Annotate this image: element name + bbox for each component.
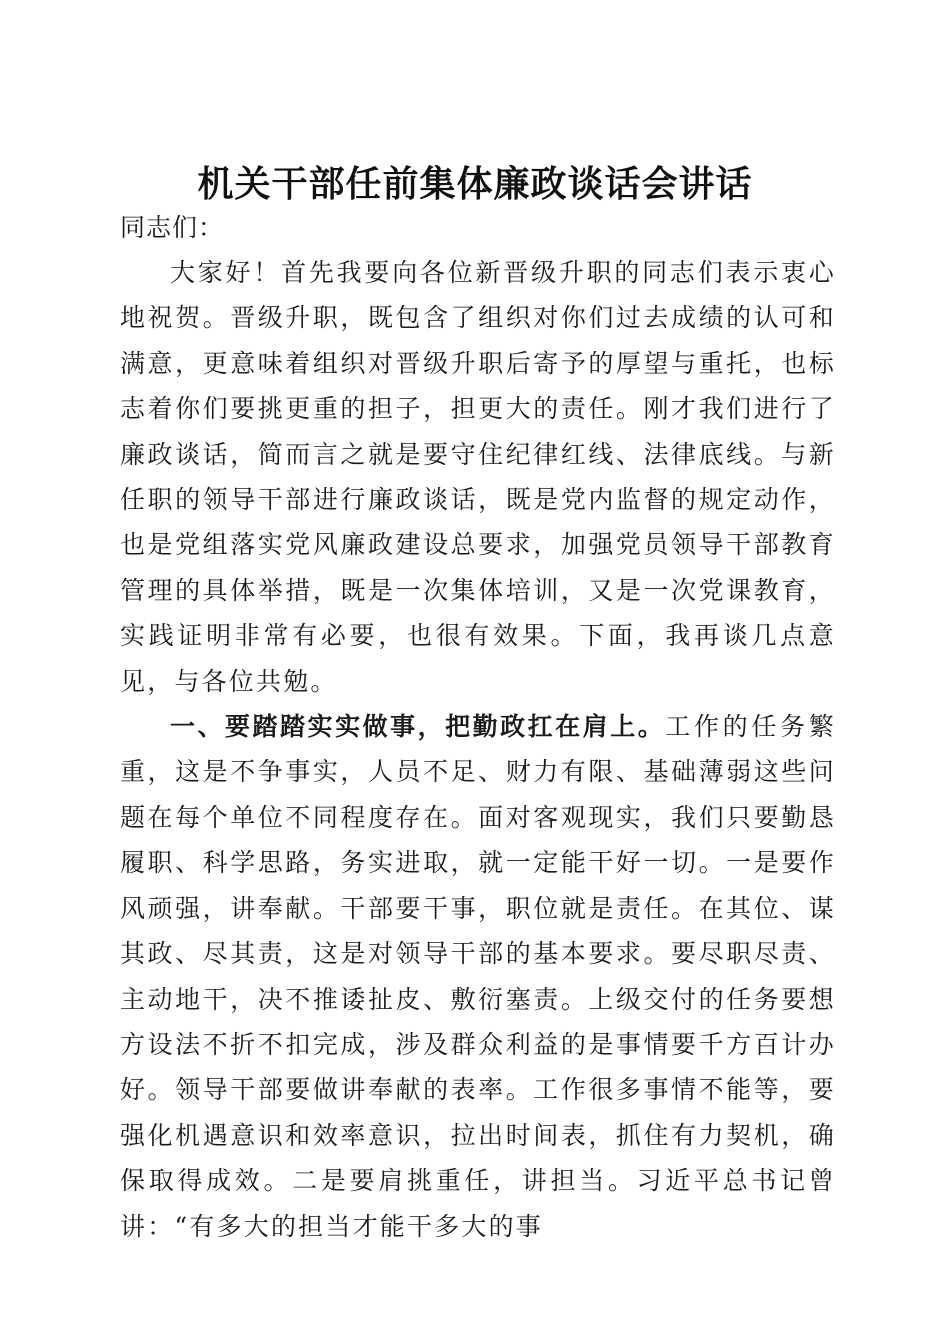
document-title: 机关干部任前集体廉政谈话会讲话 <box>197 163 753 206</box>
paragraph-intro <box>120 250 836 704</box>
salutation: 同志们： <box>120 213 225 242</box>
paragraph-section-one <box>120 704 836 1249</box>
paragraph-intro-text: 大家好！首先我要向各位新晋级升职的同志们表示衷心地祝贺。晋级升职，既包含了组织对你们过去成绩的认可和满意，更意味着组织对晋级升职后寄予的厚望与重托，也标志着你们要挑更重的担子，担更大的责任。刚才我们进行了廉政谈话，简而言之就是要守住纪律红线、法律底线。与新任职的领导干部进行廉政谈话，既是党内监督的规定动作，也是党组落实党风廉政建设总要求，加强党员领导干部教育管理的具体举措，既是一次集体培训，又是一次党课教育，实践证明非常有必要，也很有效果。下面，我再谈几点意见，与各位共勉。 <box>120 258 836 696</box>
section-one-text: 工作的任务繁重，这是不争事实，人员不足、财力有限、基础薄弱这些问题在每个单位不同程度存在。面对客观现实，我们只要勤恳履职、科学思路，务实进取，就一定能干好一切。一是要作风顽强，讲奉献。干部要干事，职位就是责任。在其位、谋其政、尽其责，这是对领导干部的基本要求。要尽职尽责、主动地干，决不推诿扯皮、敷衍塞责。上级交付的任务要想方设法不折不扣完成，涉及群众利益的是事情要千方百计办好。领导干部要做讲奉献的表率。工作很多事情不能等，要强化机遇意识和效率意识，拉出时间表，抓住有力契机，确保取得成效。二是要肩挑重任，讲担当。习近平总书记曾讲：“有多大的担当才能干多大的事 <box>120 712 836 1241</box>
section-one-heading: 一、要踏踏实实做事，把勤政扛在肩上。 <box>170 712 666 742</box>
document-body <box>120 205 836 1249</box>
